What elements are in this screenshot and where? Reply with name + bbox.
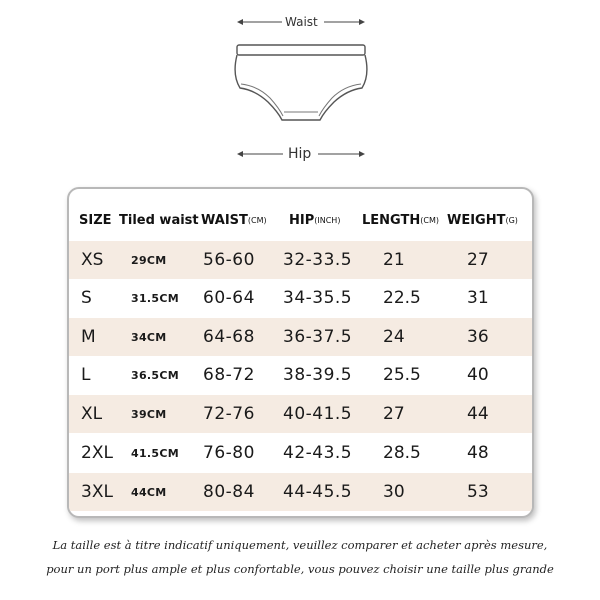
hip-cell: 42-43.5 xyxy=(283,443,353,463)
garment-diagram xyxy=(0,0,600,180)
table-row xyxy=(69,279,532,317)
tiled-waist-cell: 44CM xyxy=(131,485,167,499)
size-cell: XS xyxy=(81,250,104,270)
disclaimer-line-2: pour un port plus ample et plus confortable, vous pouvez choisir une taille plus grande xyxy=(46,562,554,576)
disclaimer-line-1: La taille est à titre indicatif uniquement, veuillez comparer et acheter après mesure, xyxy=(52,538,548,552)
length-cell: 22.5 xyxy=(383,288,421,308)
waist-cell: 68-72 xyxy=(203,365,255,385)
hip-cell: 32-33.5 xyxy=(283,250,353,270)
tiled-waist-cell: 31.5CM xyxy=(131,291,179,305)
length-cell: 24 xyxy=(383,327,405,347)
waist-cell: 80-84 xyxy=(203,482,255,502)
header-tiled-waist: Tiled waist xyxy=(119,212,199,228)
waist-cell: 64-68 xyxy=(203,327,255,347)
table-row xyxy=(69,318,532,356)
tiled-waist-cell: 29CM xyxy=(131,253,167,267)
waist-label: Waist xyxy=(282,15,321,29)
header-size: SIZE xyxy=(79,212,112,228)
weight-cell: 31 xyxy=(467,288,489,308)
waist-cell: 56-60 xyxy=(203,250,255,270)
waist-cell: 76-80 xyxy=(203,443,255,463)
size-cell: 3XL xyxy=(81,482,113,502)
hip-cell: 36-37.5 xyxy=(283,327,353,347)
waist-cell: 60-64 xyxy=(203,288,255,308)
weight-cell: 48 xyxy=(467,443,489,463)
hip-cell: 40-41.5 xyxy=(283,404,353,424)
weight-cell: 44 xyxy=(467,404,489,424)
size-cell: XL xyxy=(81,404,103,424)
table-row xyxy=(69,395,532,433)
tiled-waist-cell: 36.5CM xyxy=(131,368,179,382)
hip-cell: 34-35.5 xyxy=(283,288,353,308)
hip-cell: 38-39.5 xyxy=(283,365,353,385)
tiled-waist-cell: 34CM xyxy=(131,330,167,344)
table-row xyxy=(69,473,532,511)
length-cell: 28.5 xyxy=(383,443,421,463)
header-weight: WEIGHT (G) xyxy=(447,212,518,228)
length-cell: 27 xyxy=(383,404,405,424)
waist-cell: 72-76 xyxy=(203,404,255,424)
table-row xyxy=(69,356,532,394)
table-header-row xyxy=(69,201,532,239)
table-row xyxy=(69,241,532,279)
table-row xyxy=(69,434,532,472)
length-cell: 30 xyxy=(383,482,405,502)
length-cell: 25.5 xyxy=(383,365,421,385)
weight-cell: 53 xyxy=(467,482,489,502)
size-cell: S xyxy=(81,288,92,308)
weight-cell: 40 xyxy=(467,365,489,385)
weight-cell: 27 xyxy=(467,250,489,270)
header-waist: WAIST (CM) xyxy=(201,212,267,228)
hip-cell: 44-45.5 xyxy=(283,482,353,502)
length-cell: 21 xyxy=(383,250,405,270)
size-cell: L xyxy=(81,365,91,385)
tiled-waist-cell: 39CM xyxy=(131,407,167,421)
size-cell: M xyxy=(81,327,96,347)
hip-label: Hip xyxy=(285,146,314,162)
size-cell: 2XL xyxy=(81,443,113,463)
header-hip: HIP (INCH) xyxy=(289,212,341,228)
tiled-waist-cell: 41.5CM xyxy=(131,446,179,460)
weight-cell: 36 xyxy=(467,327,489,347)
header-length: LENGTH (CM) xyxy=(362,212,439,228)
size-chart-table xyxy=(67,187,534,518)
